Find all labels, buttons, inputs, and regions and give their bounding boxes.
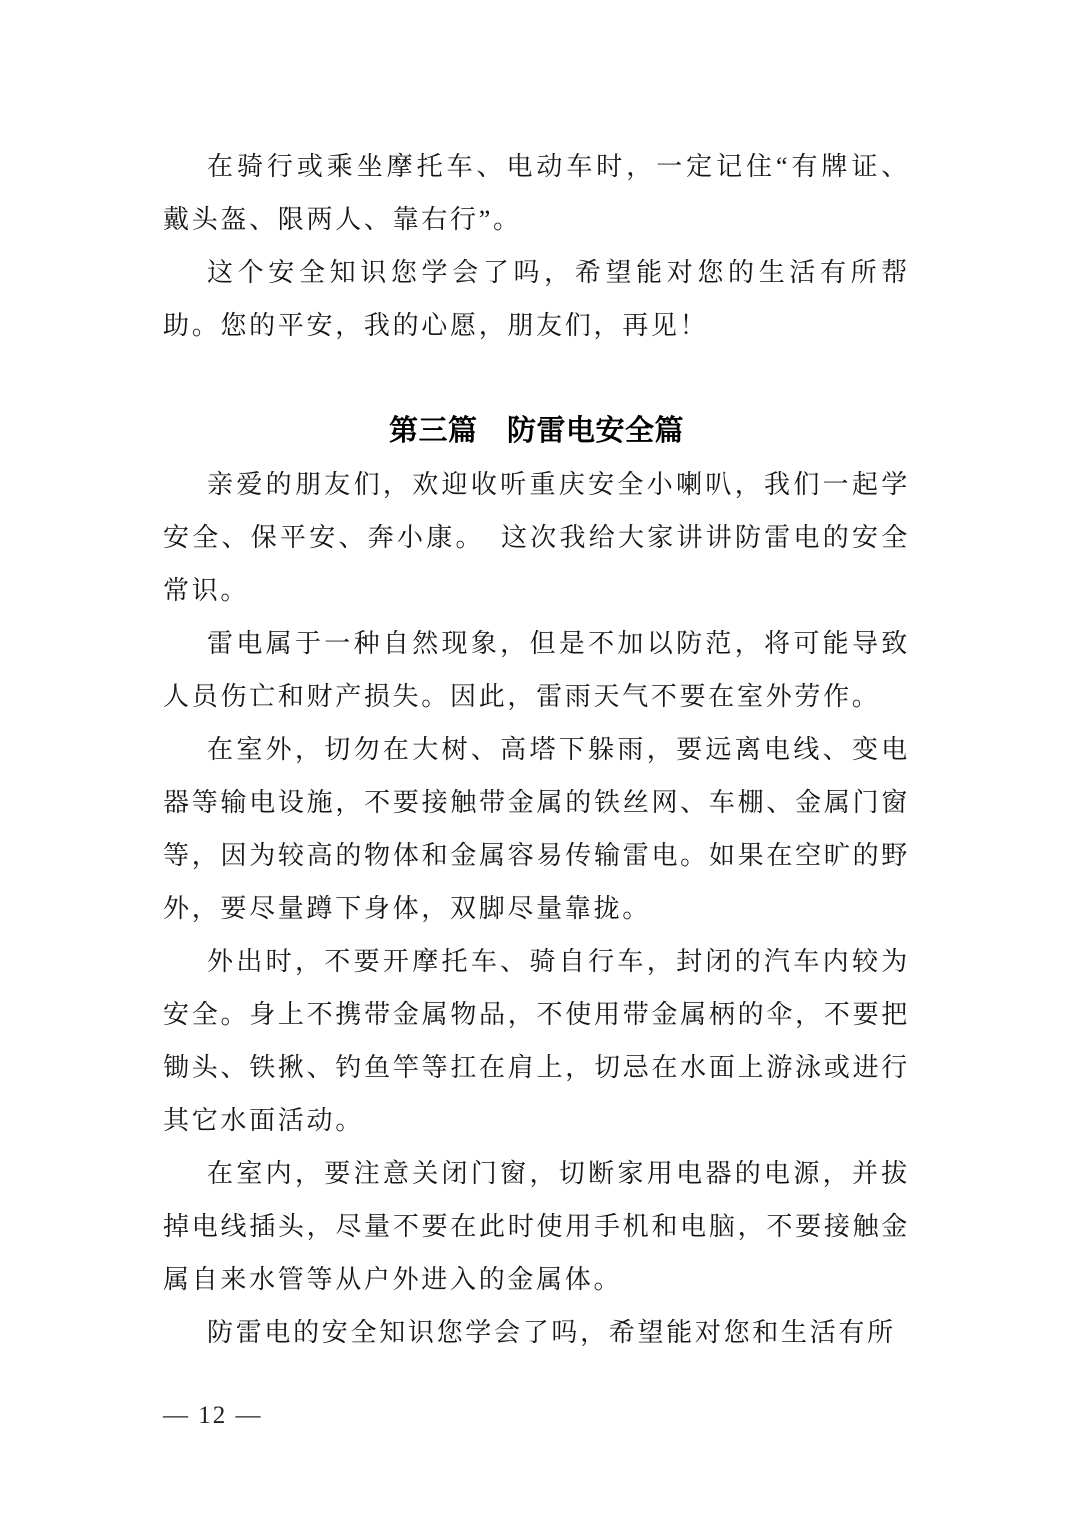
body-paragraph-section-5: 在室内，要注意关闭门窗，切断家用电器的电源，并拔掉电线插头，尽量不要在此时使用手机和电脑，不要接触金属自来水管等从户外进入的金属体。: [163, 1159, 910, 1294]
body-paragraph-intro-2: 这个安全知识您学会了吗，希望能对您的生活有所帮助。您的平安，我的心愿，朋友们，再见！: [163, 258, 910, 340]
body-paragraph-section-1: 亲爱的朋友们，欢迎收听重庆安全小喇叭，我们一起学安全、保平安、奔小康。 这次我给大家讲讲防雷电的安全常识。: [163, 470, 910, 605]
section-heading: 第三篇 防雷电安全篇: [388, 415, 684, 447]
page-content: [163, 140, 910, 1359]
body-paragraph-section-6: 防雷电的安全知识您学会了吗，希望能对您和生活有所: [207, 1318, 896, 1347]
page-number: — 12 —: [163, 1402, 263, 1429]
body-paragraph-intro-1: 在骑行或乘坐摩托车、电动车时，一定记住“有牌证、戴头盔、限两人、靠右行”。: [163, 152, 910, 234]
body-paragraph-section-4: 外出时，不要开摩托车、骑自行车，封闭的汽车内较为安全。身上不携带金属物品，不使用带金属柄的伞，不要把锄头、铁揪、钓鱼竿等扛在肩上，切忌在水面上游泳或进行其它水面活动。: [163, 947, 910, 1135]
body-paragraph-section-3: 在室外，切勿在大树、高塔下躲雨，要远离电线、变电器等输电设施，不要接触带金属的铁丝网、车棚、金属门窗等，因为较高的物体和金属容易传输雷电。如果在空旷的野外，要尽量蹲下身体，双脚尽量靠拢。: [163, 735, 910, 923]
body-paragraph-section-2: 雷电属于一种自然现象，但是不加以防范，将可能导致人员伤亡和财产损失。因此，雷雨天气不要在室外劳作。: [163, 629, 910, 711]
